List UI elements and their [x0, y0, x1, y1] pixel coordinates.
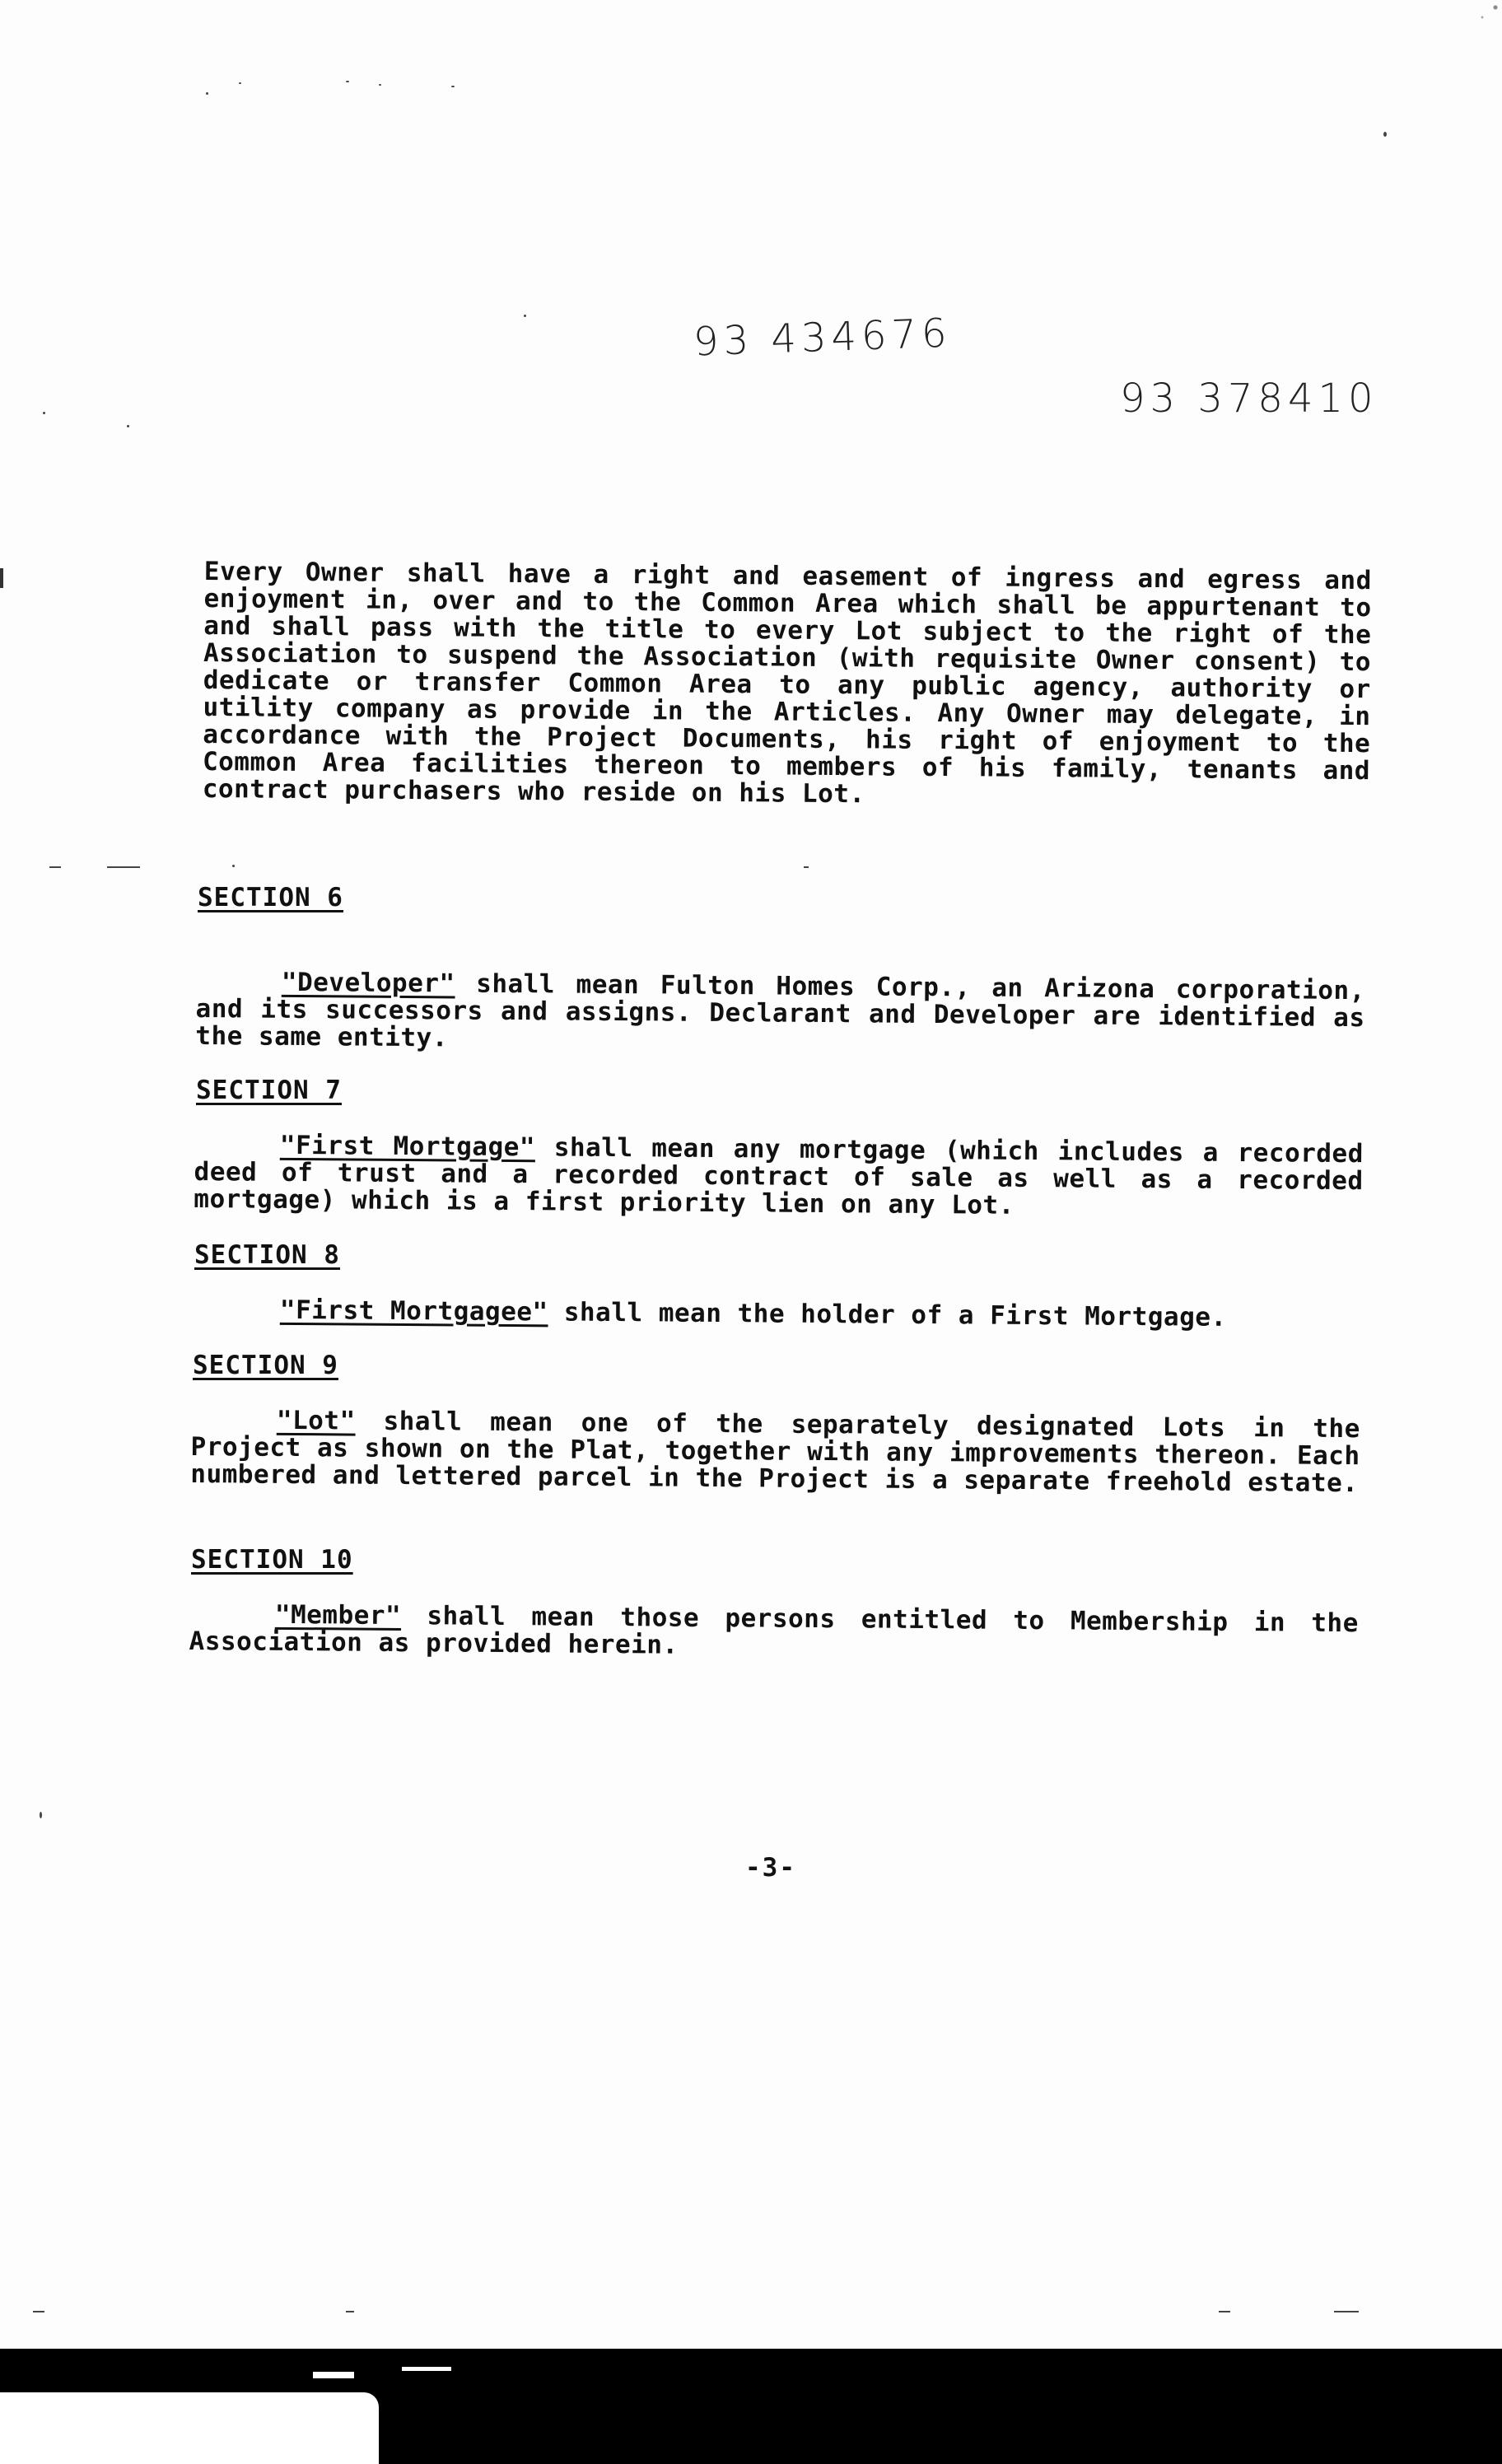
scan-speck — [1334, 2311, 1359, 2312]
definition-text: shall mean Fulton Homes Corp., an Arizona corporation, and its successors and assigns. Declarant and Developer are identified as the same entity. — [195, 968, 1365, 1053]
recording-number-stamp: 93 434676 — [693, 310, 953, 366]
definition-paragraph — [189, 1601, 1358, 1664]
scan-speck — [1383, 132, 1387, 137]
body-paragraph: Every Owner shall have a right and easement of ingress and egress and enjoyment in, over and to the Common Area which shall be appurtenant to and shall pass with the title to every Lot subject to the right of the Association to suspend the Association (with requisite Owner consent) to dedicate or transfer Common Area to any public agency, authority or utility company as provide in the Articles. Any Owner may delegate, in accordance with the Project Documents, his right of enjoyment to the Common Area facilities thereon to members of his family, tenants and contract purchasers who reside on his Lot. — [202, 557, 1372, 810]
scan-speck — [379, 84, 381, 86]
definition-text: shall mean one of the separately designated Lots in the Project as shown on the Plat, together with any improvements thereon. Each numbered and lettered parcel in the Project is a separate freehold estate. — [190, 1406, 1360, 1499]
scan-speck — [402, 2367, 451, 2371]
definition-paragraph — [195, 968, 1365, 1059]
scan-edge-mark — [0, 568, 3, 588]
scan-speck — [451, 86, 455, 87]
defined-term: "First Mortgage" — [279, 1130, 536, 1163]
scan-speck — [1219, 2311, 1230, 2312]
definition-text: shall mean those persons entitled to Membership in the Association as provided herein. — [189, 1601, 1359, 1660]
definition-text: shall mean any mortgage (which includes a recorded deed of trust and a recorded contract of sale as well as a recorded mortgage) which is a first priority lien on any Lot. — [194, 1132, 1364, 1220]
recording-number-stamp: 93 378410 — [1120, 376, 1378, 422]
section-heading: SECTION 7 — [196, 1076, 342, 1105]
definition-paragraph — [190, 1407, 1360, 1497]
scan-noise — [1469, 0, 1502, 25]
indent — [189, 1622, 275, 1623]
scan-speck — [206, 92, 208, 95]
scan-speck — [43, 412, 45, 414]
section-heading: SECTION 8 — [194, 1240, 340, 1270]
page-number: -3- — [745, 1853, 796, 1883]
defined-term: "First Mortgagee" — [279, 1295, 548, 1328]
scan-speck — [524, 315, 526, 317]
scan-speck — [40, 1812, 42, 1818]
section-heading: SECTION 9 — [193, 1351, 338, 1380]
definition-text: shall mean the holder of a First Mortgage. — [548, 1297, 1227, 1332]
scan-speck — [346, 2311, 354, 2312]
scan-speck — [346, 81, 349, 82]
scan-border-gap — [0, 2392, 379, 2464]
indent — [196, 990, 282, 991]
scan-speck — [127, 425, 129, 427]
scan-speck — [313, 2372, 354, 2378]
defined-term: "Developer" — [281, 967, 455, 999]
defined-term: "Member" — [274, 1599, 402, 1631]
section-heading: SECTION 10 — [191, 1545, 353, 1575]
definition-paragraph — [194, 1132, 1364, 1222]
scan-speck — [804, 866, 809, 868]
definition-paragraph — [194, 1296, 1364, 1332]
scan-speck — [232, 865, 235, 867]
indent — [191, 1428, 277, 1429]
scan-speck — [239, 82, 241, 84]
scan-speck — [107, 866, 140, 868]
section-heading: SECTION 6 — [198, 883, 343, 912]
scan-speck — [33, 2311, 44, 2312]
scan-speck — [49, 866, 61, 868]
indent — [194, 1153, 280, 1154]
defined-term: "Lot" — [276, 1405, 356, 1436]
